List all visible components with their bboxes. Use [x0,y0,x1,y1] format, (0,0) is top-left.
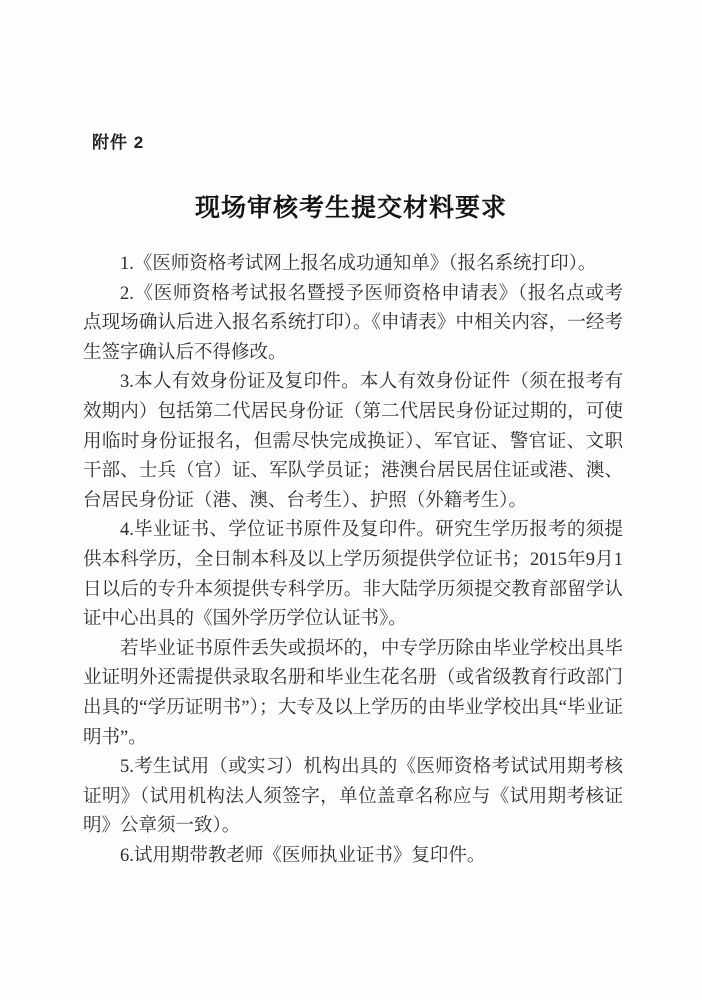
paragraph: 1.《医师资格考试网上报名成功通知单》（报名系统打印）。 [120,254,597,274]
document-title: 现场审核考生提交材料要求 [194,195,507,222]
document-body [83,250,623,871]
paragraph: 3.本人有效身份证及复印件。本人有效身份证件（须在报考有效期内）包括第二代居民身份证（第二代居民身份证过期的，可使用临时身份证报名，但需尽快完成换证）、军官证、警官证、文职干部、士兵（官）证、军队学员证；港澳台居民居住证或港、澳、台居民身份证（港、澳、台考生）、护照（外籍考生）。 [83,372,623,511]
attachment-label: 附件 2 [92,133,145,152]
paragraph: 5.考生试用（或实习）机构出具的《医师资格考试试用期考核证明》（试用机构法人须签字，单位盖章名称应与《试用期考核证明》公章须一致）。 [83,757,623,837]
paragraph: 2.《医师资格考试报名暨授予医师资格申请表》（报名点或考点现场确认后进入报名系统打印）。《申请表》中相关内容，一经考生签字确认后不得修改。 [83,283,623,363]
paragraph: 4.毕业证书、学位证书原件及复印件。研究生学历报考的须提供本科学历，全日制本科及以上学历须提供学位证书；2015年9月1日以后的专升本须提供专科学历。非大陆学历须提交教育部留学认证中心出具的《国外学历学位认证书》。 [83,520,623,630]
paragraph: 6.试用期带教老师《医师执业证书》复印件。 [120,845,486,866]
paragraph: 若毕业证书原件丢失或损坏的，中专学历除由毕业学校出具毕业证明外还需提供录取名册和毕业生花名册（或省级教育行政部门出具的“学历证明书”）；大专及以上学历的由毕业学校出具“毕业证明书”。 [83,638,623,748]
